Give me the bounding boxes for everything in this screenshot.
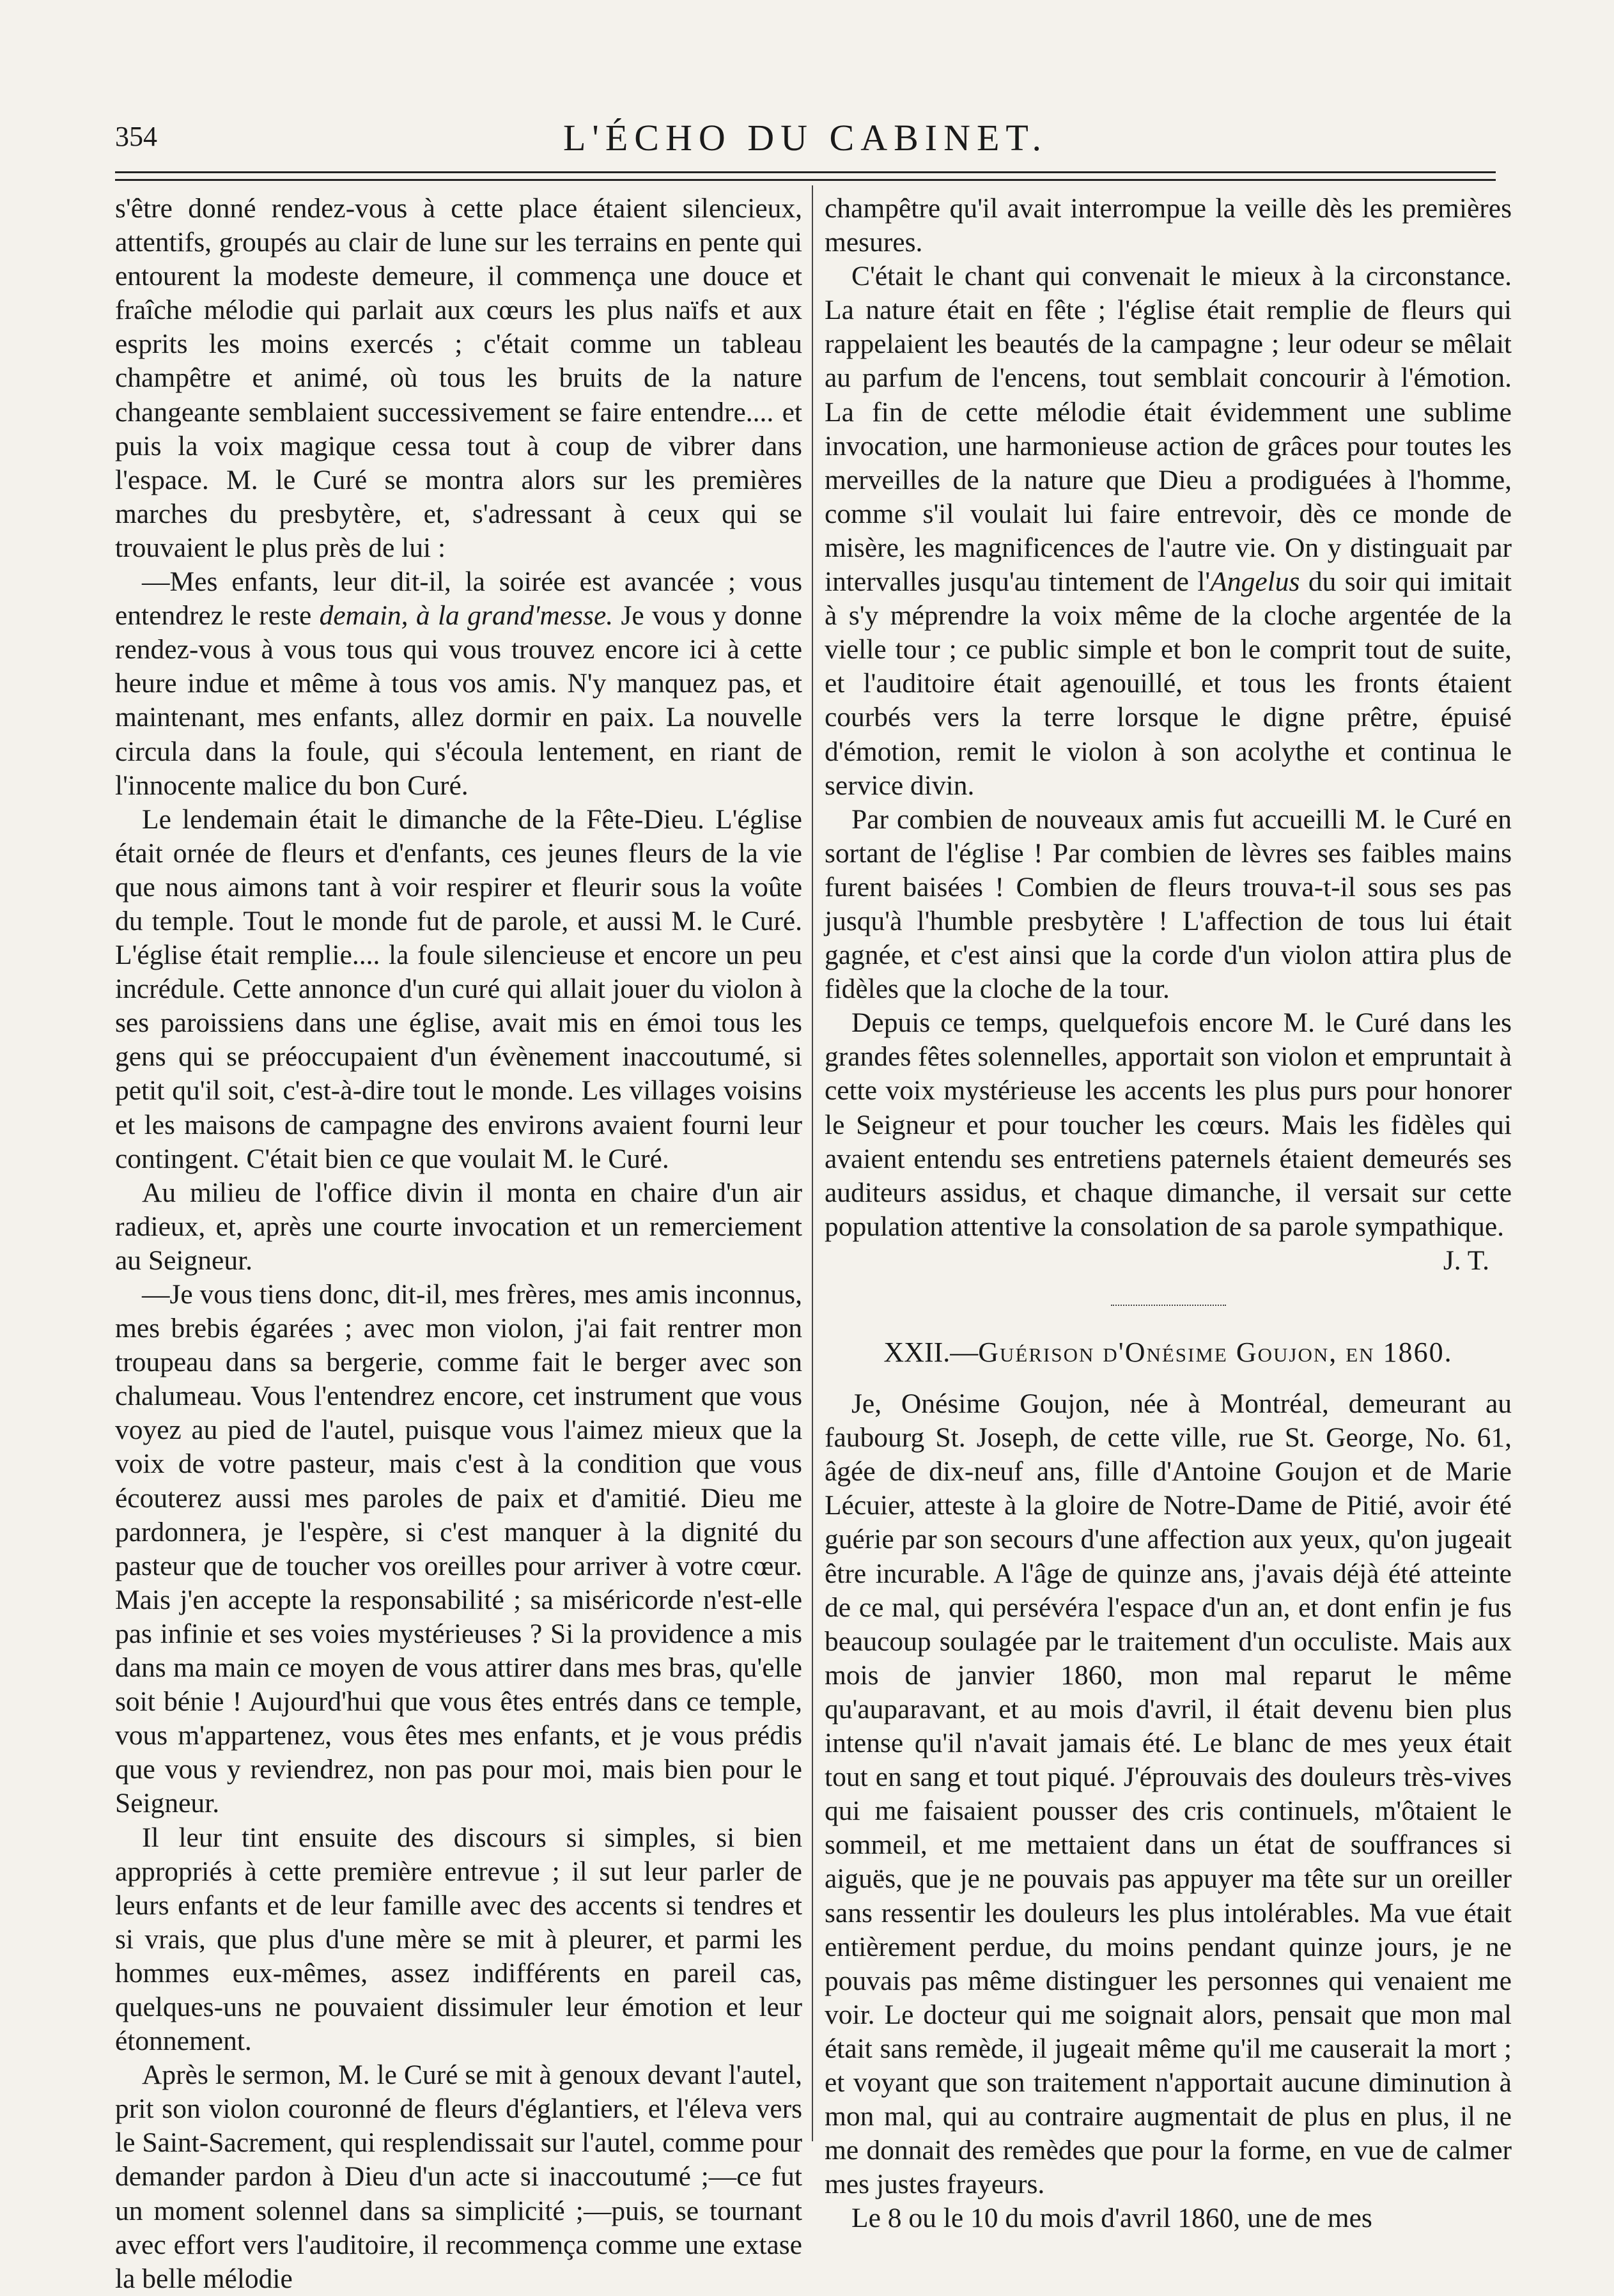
paragraph: Je, Onésime Goujon, née à Montréal, demeurant au faubourg St. Joseph, de cette ville, rue St. George, No. 61, âgée de dix-neuf ans, fille d'Antoine Goujon et de Marie Lécuier, atteste à la gloire de Notre-Dame de Pitié, avoir été guérie par son secours d'une affection aux yeux, qu'on jugeait être incurable. A l'âge de quinze ans, j'avais déjà été atteinte de ce mal, qui persévéra l'espace d'un an, et dont enfin je fus beaucoup soulagée par le traitement d'un occuliste. Mais aux mois de janvier 1860, mon mal reparut le même qu'auparavant, et au mois d'avril, il était devenu bien plus intense qu'il n'avait jamais été. Le blanc de mes yeux était tout en sang et tout piqué. J'éprouvais des douleurs très-vives qui me faisaient pousser des cris continuels, m'ôtaient le sommeil, et me mettaient dans un état de souffrances si aiguës, que je ne pouvais pas appuyer ma tête sur un oreiller sans ressentir les douleurs les plus intolérables. Ma vue était entièrement perdue, du moins pendant quinze jours, je ne pouvais pas même distinguer les personnes qui venaient me voir. Le docteur qui me soignait alors, pensait que mon mal était sans remède, il jugeait même qu'il me causerait la mort ; et voyant que son traitement n'apportait aucune diminution à mon mal, qui au contraire augmentait de plus en plus, il ne me donnait des remèdes que pour la forme, en vue de calmer mes justes frayeurs. (825, 1388, 1512, 2200)
paragraph: Il leur tint ensuite des discours si simples, si bien appropriés à cette première entrevue ; il sut leur parler de leurs enfants et de leur famille avec des accents si tendres et si vrais, que plus d'une mère se mit à pleurer, et parmi les hommes eux-mêmes, assez indifférents en pareil cas, quelques-uns ne pouvaient dissimuler leur émotion et leur étonnement. (115, 1822, 802, 2057)
section-ornament (1111, 1305, 1226, 1306)
paragraph: Le 8 ou le 10 du mois d'avril 1860, une de mes (851, 2203, 1372, 2234)
page-header (115, 102, 1496, 159)
emphasis: Angelus (1210, 566, 1300, 598)
paragraph: s'être donné rendez-vous à cette place étaient silencieux, attentifs, groupés au clair de lune sur les terrains en pente qui entourent la modeste demeure, il commença une douce et fraîche mélodie qui parlait aux cœurs les plus naïfs et aux esprits les moins exercés ; c'était comme un tableau champêtre et animé, où tous les bruits de la nature changeante semblaient successivement se faire entendre.... et puis la voix magique cessa tout à coup de vibrer dans l'espace. M. le Curé se montra alors sur les premières marches du presbytère, et, s'adressant à ceux qui se trouvaient le plus près de lui : (115, 193, 802, 563)
page-number: 354 (115, 121, 157, 152)
author-signature: J. T. (1443, 1245, 1489, 1276)
section-number: XXII.— (883, 1337, 979, 1368)
paragraph: —Mes enfants, leur dit-il, la soirée est avancée ; vous entendrez le reste demain, à la grand'messe. Je vous y donne rendez-vous à vous tous qui vous trouvez encore ici à cette heure indue et même à tous vos amis. N'y manquez pas, et maintenant, mes enfants, allez dormir en paix. La nouvelle circula dans la foule, qui s'écoula lentement, en riant de l'innocente malice du bon Curé. (115, 566, 802, 801)
running-title: L'ÉCHO DU CABINET. (563, 117, 1048, 159)
section-heading (825, 1335, 1512, 1369)
paragraph: Au milieu de l'office divin il monta en chaire d'un air radieux, et, après une courte invocation et un remerciement au Seigneur. (115, 1177, 802, 1276)
left-column (115, 192, 802, 2296)
right-column (825, 192, 1512, 2235)
paragraph: champêtre qu'il avait interrompue la veille dès les premières mesures. (825, 193, 1512, 258)
column-divider (812, 185, 813, 2141)
paragraph: Après le sermon, M. le Curé se mit à genoux devant l'autel, prit son violon couronné de fleurs d'églantiers, et l'éleva vers le Saint-Sacrement, qui resplendissait sur l'autel, comme pour demander pardon à Dieu d'un acte si inaccoutumé ;—ce fut un moment solennel dans sa simplicité ;—puis, se tournant avec effort vers l'auditoire, il recommença comme une extase la belle mélodie (115, 2059, 802, 2294)
paragraph: Depuis ce temps, quelquefois encore M. le Curé dans les grandes fêtes solennelles, apportait son violon et empruntait à cette voix mystérieuse les accents les plus purs pour honorer le Seigneur et pour toucher les cœurs. Mais les fidèles qui avaient entendu ses entretiens paternels étaient demeurés ses auditeurs assidus, et chaque dimanche, il versait sur cette population attentive la consolation de sa parole sympathique. (825, 1007, 1512, 1242)
paragraph: —Je vous tiens donc, dit-il, mes frères, mes amis inconnus, mes brebis égarées ; avec mon violon, j'ai fait rentrer mon troupeau dans sa bergerie, comme fait le berger avec son chalumeau. Vous l'entendrez encore, cet instrument que vous voyez au pied de l'autel, puisque vous l'aimez mieux que la voix de votre pasteur, mais c'est à la condition que vous écouterez aussi mes paroles de paix et d'amitié. Dieu me pardonnera, je l'espère, si c'est manquer à la dignité du pasteur que de toucher vos oreilles pour arriver à votre cœur. Mais j'en accepte la responsabilité ; sa miséricorde n'est-elle pas infinie et ses voies mystérieuses ? Si la providence a mis dans ma main ce moyen de vous attirer dans mes bras, qu'elle soit bénie ! Aujourd'hui que vous êtes entrés dans ce temple, vous m'appartenez, vous êtes mes enfants, et je vous prédis que vous y reviendrez, non pas pour moi, mais bien pour le Seigneur. (115, 1279, 802, 1819)
emphasis: demain, à la grand'messe. (319, 600, 614, 632)
header-rule-bottom (115, 179, 1496, 181)
paragraph: Le lendemain était le dimanche de la Fête-Dieu. L'église était ornée de fleurs et d'enfants, ces jeunes fleurs de la vie que nous aimons tant à voir respirer et fleurir sous la voûte du temple. Tout le monde fut de parole, et aussi M. le Curé. L'église était remplie.... la foule silencieuse et encore un peu incrédule. Cette annonce d'un curé qui allait jouer du violon à ses paroissiens dans une église, avait mis en émoi tous les gens qui se préoccupaient d'un évènement inaccoutumé, si petit qu'il soit, c'est-à-dire tout le monde. Les villages voisins et les maisons de campagne des environs avaient fourni leur contingent. C'était bien ce que voulait M. le Curé. (115, 803, 802, 1174)
paragraph: C'était le chant qui convenait le mieux à la circonstance. La nature était en fête ; l'église était remplie de fleurs qui rappelaient les beautés de la campagne ; leur odeur se mêlait au parfum de l'encens, tout semblait concourir à l'émotion. La fin de cette mélodie était évidemment une sublime invocation, une harmonieuse action de grâces pour toutes les merveilles de la nature que Dieu a prodiguées à l'homme, comme s'il voulait lui faire entrevoir, dès ce monde de misère, les magnificences de l'autre vie. On y distinguait par intervalles jusqu'au tintement de l'Angelus du soir qui imitait à s'y méprendre la voix même de la cloche argentée de la vielle tour ; ce public simple et bon le comprit tout de suite, et l'auditoire était agenouillé, et tous les fronts étaient courbés vers la terre lorsque le digne prêtre, épuisé d'émotion, remit le violon à son acolythe et continua le service divin. (825, 261, 1512, 801)
section-title: Guérison d'Onésime Goujon, en 1860. (978, 1337, 1453, 1368)
header-rule-top (115, 171, 1496, 173)
paragraph: Par combien de nouveaux amis fut accueilli M. le Curé en sortant de l'église ! Par combien de lèvres ses faibles mains furent baisées ! Combien de fleurs trouva-t-il sous ses pas jusqu'à l'humble presbytère ! L'affection de tous lui était gagnée, et c'est ainsi que la corde d'un violon attira plus de fidèles que la cloche de la tour. (825, 803, 1512, 1005)
